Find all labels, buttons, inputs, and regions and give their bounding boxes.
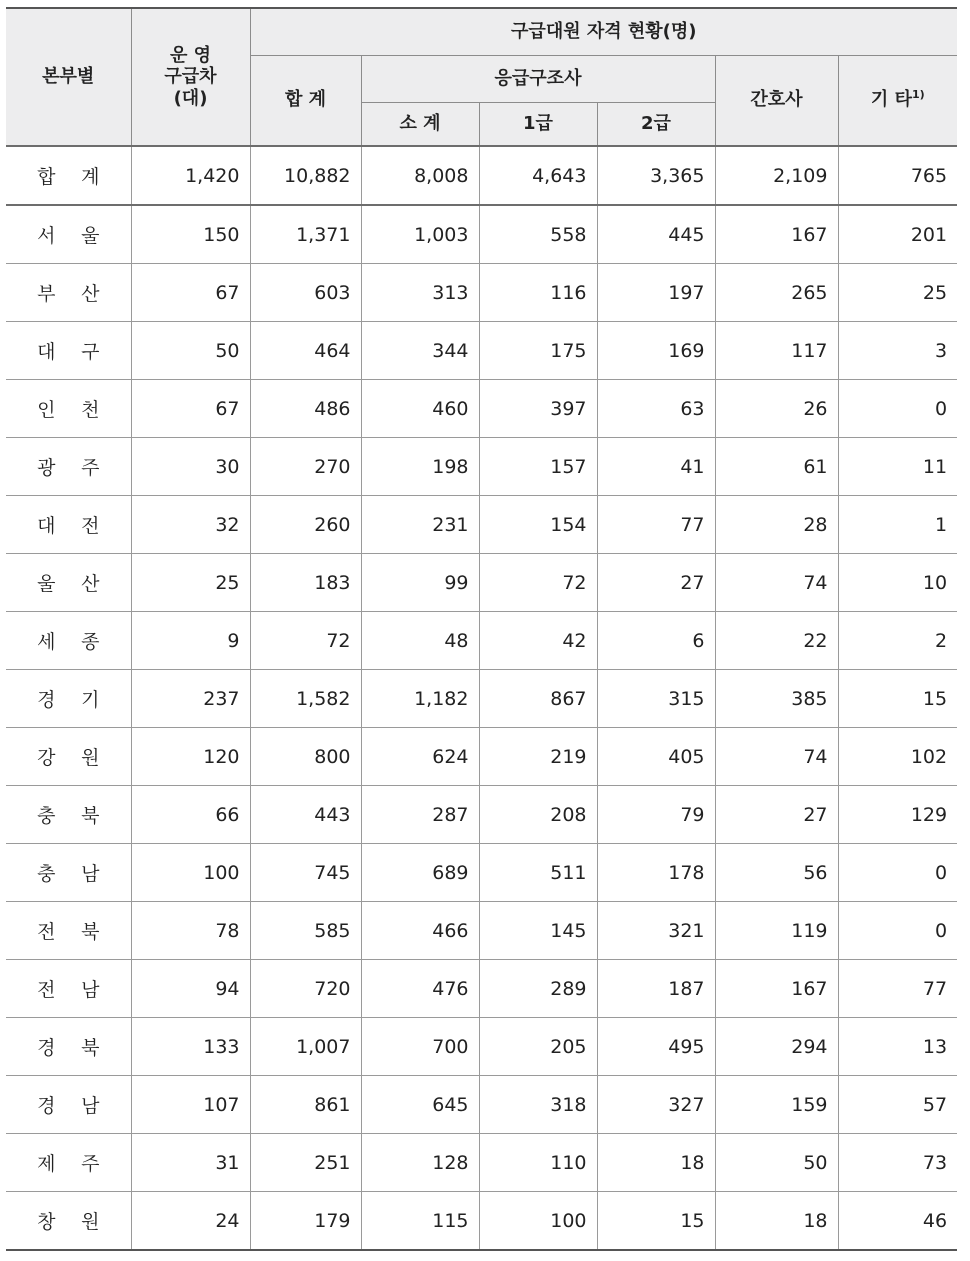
cell-vehicles: 94 bbox=[131, 960, 250, 1018]
cell-emt-subtotal: 1,003 bbox=[361, 205, 479, 264]
ems-qualification-table-container bbox=[6, 7, 957, 1251]
region-char-1: 경 bbox=[37, 1095, 56, 1117]
cell-emt-grade2: 327 bbox=[597, 1076, 715, 1134]
cell-emt-subtotal: 645 bbox=[361, 1076, 479, 1134]
cell-emt-subtotal: 128 bbox=[361, 1134, 479, 1192]
cell-emt-subtotal: 198 bbox=[361, 438, 479, 496]
cell-emt-subtotal: 287 bbox=[361, 786, 479, 844]
table-row bbox=[6, 1134, 957, 1192]
cell-emt-grade2: 321 bbox=[597, 902, 715, 960]
cell-region bbox=[6, 786, 131, 844]
table-row bbox=[6, 380, 957, 438]
region-char-2: 기 bbox=[81, 689, 100, 711]
table-header bbox=[6, 8, 957, 146]
cell-region bbox=[6, 146, 131, 205]
cell-emt-grade2: 6 bbox=[597, 612, 715, 670]
cell-emt-grade1: 110 bbox=[479, 1134, 597, 1192]
header-total: 합 계 bbox=[250, 55, 361, 146]
cell-vehicles: 120 bbox=[131, 728, 250, 786]
region-char-2: 원 bbox=[81, 1211, 100, 1233]
cell-region bbox=[6, 1018, 131, 1076]
cell-region bbox=[6, 322, 131, 380]
region-char-2: 종 bbox=[81, 631, 100, 653]
cell-region bbox=[6, 496, 131, 554]
cell-vehicles: 237 bbox=[131, 670, 250, 728]
header-other bbox=[838, 55, 957, 146]
region-char-1: 합 bbox=[37, 166, 56, 188]
cell-total: 1,582 bbox=[250, 670, 361, 728]
cell-nurse: 61 bbox=[715, 438, 838, 496]
cell-nurse: 74 bbox=[715, 554, 838, 612]
region-char-1: 대 bbox=[37, 515, 56, 537]
table-row bbox=[6, 438, 957, 496]
cell-emt-grade1: 205 bbox=[479, 1018, 597, 1076]
cell-total: 1,007 bbox=[250, 1018, 361, 1076]
region-char-2: 계 bbox=[81, 166, 100, 188]
cell-emt-grade2: 405 bbox=[597, 728, 715, 786]
cell-emt-subtotal: 624 bbox=[361, 728, 479, 786]
cell-other: 0 bbox=[838, 902, 957, 960]
cell-total: 486 bbox=[250, 380, 361, 438]
header-nurse: 간호사 bbox=[715, 55, 838, 146]
cell-emt-subtotal: 313 bbox=[361, 264, 479, 322]
cell-total: 464 bbox=[250, 322, 361, 380]
cell-vehicles: 30 bbox=[131, 438, 250, 496]
region-char-2: 울 bbox=[81, 225, 100, 247]
cell-emt-grade1: 175 bbox=[479, 322, 597, 380]
region-char-2: 남 bbox=[81, 863, 100, 885]
cell-emt-grade1: 208 bbox=[479, 786, 597, 844]
cell-region bbox=[6, 728, 131, 786]
cell-other: 0 bbox=[838, 380, 957, 438]
cell-vehicles: 100 bbox=[131, 844, 250, 902]
cell-vehicles: 107 bbox=[131, 1076, 250, 1134]
cell-total: 800 bbox=[250, 728, 361, 786]
region-char-2: 남 bbox=[81, 979, 100, 1001]
cell-region bbox=[6, 205, 131, 264]
cell-other: 46 bbox=[838, 1192, 957, 1251]
cell-emt-grade1: 116 bbox=[479, 264, 597, 322]
region-char-1: 충 bbox=[37, 863, 56, 885]
cell-region bbox=[6, 670, 131, 728]
cell-vehicles: 32 bbox=[131, 496, 250, 554]
header-vehicles-line2: 구급차 bbox=[164, 66, 217, 88]
cell-emt-subtotal: 344 bbox=[361, 322, 479, 380]
cell-total: 72 bbox=[250, 612, 361, 670]
cell-total: 1,371 bbox=[250, 205, 361, 264]
header-other-footnote: 1) bbox=[911, 88, 925, 102]
cell-emt-grade2: 63 bbox=[597, 380, 715, 438]
cell-vehicles: 50 bbox=[131, 322, 250, 380]
table-row bbox=[6, 496, 957, 554]
region-char-2: 북 bbox=[81, 921, 100, 943]
table-row bbox=[6, 322, 957, 380]
cell-emt-grade1: 219 bbox=[479, 728, 597, 786]
region-char-2: 원 bbox=[81, 747, 100, 769]
cell-emt-grade1: 72 bbox=[479, 554, 597, 612]
cell-vehicles: 25 bbox=[131, 554, 250, 612]
region-char-2: 북 bbox=[81, 805, 100, 827]
header-vehicles-line1: 운 영 bbox=[169, 44, 212, 66]
table-row bbox=[6, 844, 957, 902]
cell-region bbox=[6, 264, 131, 322]
cell-emt-grade2: 178 bbox=[597, 844, 715, 902]
cell-region bbox=[6, 1192, 131, 1251]
cell-total: 270 bbox=[250, 438, 361, 496]
cell-vehicles: 150 bbox=[131, 205, 250, 264]
total-row bbox=[6, 146, 957, 205]
cell-emt-subtotal: 700 bbox=[361, 1018, 479, 1076]
cell-other: 11 bbox=[838, 438, 957, 496]
cell-emt-grade1: 289 bbox=[479, 960, 597, 1018]
cell-other: 102 bbox=[838, 728, 957, 786]
region-char-1: 울 bbox=[37, 573, 56, 595]
cell-emt-grade2: 495 bbox=[597, 1018, 715, 1076]
header-vehicles bbox=[131, 8, 250, 146]
cell-emt-grade2: 77 bbox=[597, 496, 715, 554]
cell-nurse: 119 bbox=[715, 902, 838, 960]
cell-emt-grade1: 511 bbox=[479, 844, 597, 902]
cell-total: 861 bbox=[250, 1076, 361, 1134]
table-row bbox=[6, 264, 957, 322]
region-char-2: 주 bbox=[81, 1153, 100, 1175]
region-char-2: 주 bbox=[81, 457, 100, 479]
cell-other: 77 bbox=[838, 960, 957, 1018]
cell-emt-grade2: 315 bbox=[597, 670, 715, 728]
cell-emt-grade1: 867 bbox=[479, 670, 597, 728]
cell-nurse: 50 bbox=[715, 1134, 838, 1192]
cell-region bbox=[6, 902, 131, 960]
region-char-2: 산 bbox=[81, 573, 100, 595]
cell-vehicles: 67 bbox=[131, 380, 250, 438]
cell-emt-grade2: 15 bbox=[597, 1192, 715, 1251]
table-row bbox=[6, 554, 957, 612]
cell-nurse: 26 bbox=[715, 380, 838, 438]
cell-emt-grade1: 145 bbox=[479, 902, 597, 960]
cell-total: 10,882 bbox=[250, 146, 361, 205]
table-row bbox=[6, 670, 957, 728]
cell-other: 1 bbox=[838, 496, 957, 554]
cell-emt-subtotal: 476 bbox=[361, 960, 479, 1018]
region-char-1: 경 bbox=[37, 1037, 56, 1059]
header-vehicles-line3: (대) bbox=[173, 87, 208, 109]
cell-nurse: 294 bbox=[715, 1018, 838, 1076]
header-emt: 응급구조사 bbox=[361, 55, 715, 102]
table-row bbox=[6, 1018, 957, 1076]
cell-other: 0 bbox=[838, 844, 957, 902]
header-grade2: 2급 bbox=[597, 102, 715, 146]
cell-total: 585 bbox=[250, 902, 361, 960]
cell-total: 251 bbox=[250, 1134, 361, 1192]
table-row bbox=[6, 612, 957, 670]
table-row bbox=[6, 902, 957, 960]
cell-other: 10 bbox=[838, 554, 957, 612]
cell-emt-subtotal: 48 bbox=[361, 612, 479, 670]
cell-nurse: 22 bbox=[715, 612, 838, 670]
header-qual-status: 구급대원 자격 현황(명) bbox=[250, 8, 957, 55]
cell-other: 3 bbox=[838, 322, 957, 380]
region-char-2: 구 bbox=[81, 341, 100, 363]
cell-total: 603 bbox=[250, 264, 361, 322]
cell-other: 25 bbox=[838, 264, 957, 322]
cell-emt-grade2: 41 bbox=[597, 438, 715, 496]
region-char-2: 전 bbox=[81, 515, 100, 537]
cell-region bbox=[6, 554, 131, 612]
ems-qualification-table bbox=[6, 7, 957, 1251]
table-row bbox=[6, 728, 957, 786]
region-char-1: 전 bbox=[37, 921, 56, 943]
region-char-1: 대 bbox=[37, 341, 56, 363]
region-char-2: 산 bbox=[81, 283, 100, 305]
cell-emt-grade2: 445 bbox=[597, 205, 715, 264]
cell-emt-subtotal: 460 bbox=[361, 380, 479, 438]
table-row bbox=[6, 1192, 957, 1251]
cell-other: 201 bbox=[838, 205, 957, 264]
cell-region bbox=[6, 1076, 131, 1134]
cell-emt-subtotal: 689 bbox=[361, 844, 479, 902]
cell-nurse: 167 bbox=[715, 960, 838, 1018]
cell-vehicles: 133 bbox=[131, 1018, 250, 1076]
region-char-1: 전 bbox=[37, 979, 56, 1001]
cell-vehicles: 24 bbox=[131, 1192, 250, 1251]
cell-emt-grade2: 3,365 bbox=[597, 146, 715, 205]
cell-total: 179 bbox=[250, 1192, 361, 1251]
cell-vehicles: 66 bbox=[131, 786, 250, 844]
cell-nurse: 159 bbox=[715, 1076, 838, 1134]
cell-emt-subtotal: 466 bbox=[361, 902, 479, 960]
region-char-2: 북 bbox=[81, 1037, 100, 1059]
region-char-1: 세 bbox=[37, 631, 56, 653]
cell-emt-subtotal: 231 bbox=[361, 496, 479, 554]
cell-other: 13 bbox=[838, 1018, 957, 1076]
cell-nurse: 385 bbox=[715, 670, 838, 728]
cell-nurse: 28 bbox=[715, 496, 838, 554]
cell-total: 443 bbox=[250, 786, 361, 844]
cell-emt-grade1: 558 bbox=[479, 205, 597, 264]
cell-other: 15 bbox=[838, 670, 957, 728]
cell-emt-subtotal: 1,182 bbox=[361, 670, 479, 728]
region-char-1: 인 bbox=[37, 399, 56, 421]
cell-emt-grade1: 397 bbox=[479, 380, 597, 438]
table-row bbox=[6, 1076, 957, 1134]
cell-nurse: 2,109 bbox=[715, 146, 838, 205]
table-body bbox=[6, 146, 957, 1250]
table-row bbox=[6, 786, 957, 844]
cell-nurse: 27 bbox=[715, 786, 838, 844]
cell-emt-grade1: 318 bbox=[479, 1076, 597, 1134]
cell-region bbox=[6, 844, 131, 902]
cell-region bbox=[6, 380, 131, 438]
region-char-1: 창 bbox=[37, 1211, 56, 1233]
region-char-1: 부 bbox=[37, 283, 56, 305]
cell-other: 765 bbox=[838, 146, 957, 205]
cell-emt-grade2: 18 bbox=[597, 1134, 715, 1192]
cell-emt-subtotal: 99 bbox=[361, 554, 479, 612]
cell-emt-grade1: 42 bbox=[479, 612, 597, 670]
cell-nurse: 167 bbox=[715, 205, 838, 264]
cell-other: 2 bbox=[838, 612, 957, 670]
cell-vehicles: 67 bbox=[131, 264, 250, 322]
cell-region bbox=[6, 960, 131, 1018]
cell-emt-grade2: 169 bbox=[597, 322, 715, 380]
cell-emt-subtotal: 115 bbox=[361, 1192, 479, 1251]
region-char-1: 제 bbox=[37, 1153, 56, 1175]
header-region: 본부별 bbox=[6, 8, 131, 146]
cell-emt-grade2: 187 bbox=[597, 960, 715, 1018]
table-row bbox=[6, 960, 957, 1018]
cell-other: 73 bbox=[838, 1134, 957, 1192]
cell-emt-grade2: 27 bbox=[597, 554, 715, 612]
cell-vehicles: 1,420 bbox=[131, 146, 250, 205]
region-char-2: 남 bbox=[81, 1095, 100, 1117]
cell-vehicles: 31 bbox=[131, 1134, 250, 1192]
header-subtotal: 소 계 bbox=[361, 102, 479, 146]
cell-total: 720 bbox=[250, 960, 361, 1018]
region-char-1: 경 bbox=[37, 689, 56, 711]
cell-emt-grade1: 154 bbox=[479, 496, 597, 554]
cell-emt-grade1: 157 bbox=[479, 438, 597, 496]
cell-other: 57 bbox=[838, 1076, 957, 1134]
cell-region bbox=[6, 612, 131, 670]
cell-vehicles: 78 bbox=[131, 902, 250, 960]
cell-nurse: 56 bbox=[715, 844, 838, 902]
cell-nurse: 265 bbox=[715, 264, 838, 322]
cell-emt-grade1: 4,643 bbox=[479, 146, 597, 205]
cell-total: 260 bbox=[250, 496, 361, 554]
region-char-1: 서 bbox=[37, 225, 56, 247]
cell-emt-grade2: 79 bbox=[597, 786, 715, 844]
cell-vehicles: 9 bbox=[131, 612, 250, 670]
cell-nurse: 18 bbox=[715, 1192, 838, 1251]
region-char-1: 강 bbox=[37, 747, 56, 769]
cell-emt-subtotal: 8,008 bbox=[361, 146, 479, 205]
cell-region bbox=[6, 1134, 131, 1192]
table-row bbox=[6, 205, 957, 264]
region-char-2: 천 bbox=[81, 399, 100, 421]
cell-nurse: 117 bbox=[715, 322, 838, 380]
cell-other: 129 bbox=[838, 786, 957, 844]
cell-total: 745 bbox=[250, 844, 361, 902]
cell-region bbox=[6, 438, 131, 496]
region-char-1: 광 bbox=[37, 457, 56, 479]
cell-total: 183 bbox=[250, 554, 361, 612]
header-other-label: 기 타 bbox=[870, 89, 912, 111]
header-grade1: 1급 bbox=[479, 102, 597, 146]
cell-nurse: 74 bbox=[715, 728, 838, 786]
cell-emt-grade1: 100 bbox=[479, 1192, 597, 1251]
region-char-1: 충 bbox=[37, 805, 56, 827]
cell-emt-grade2: 197 bbox=[597, 264, 715, 322]
